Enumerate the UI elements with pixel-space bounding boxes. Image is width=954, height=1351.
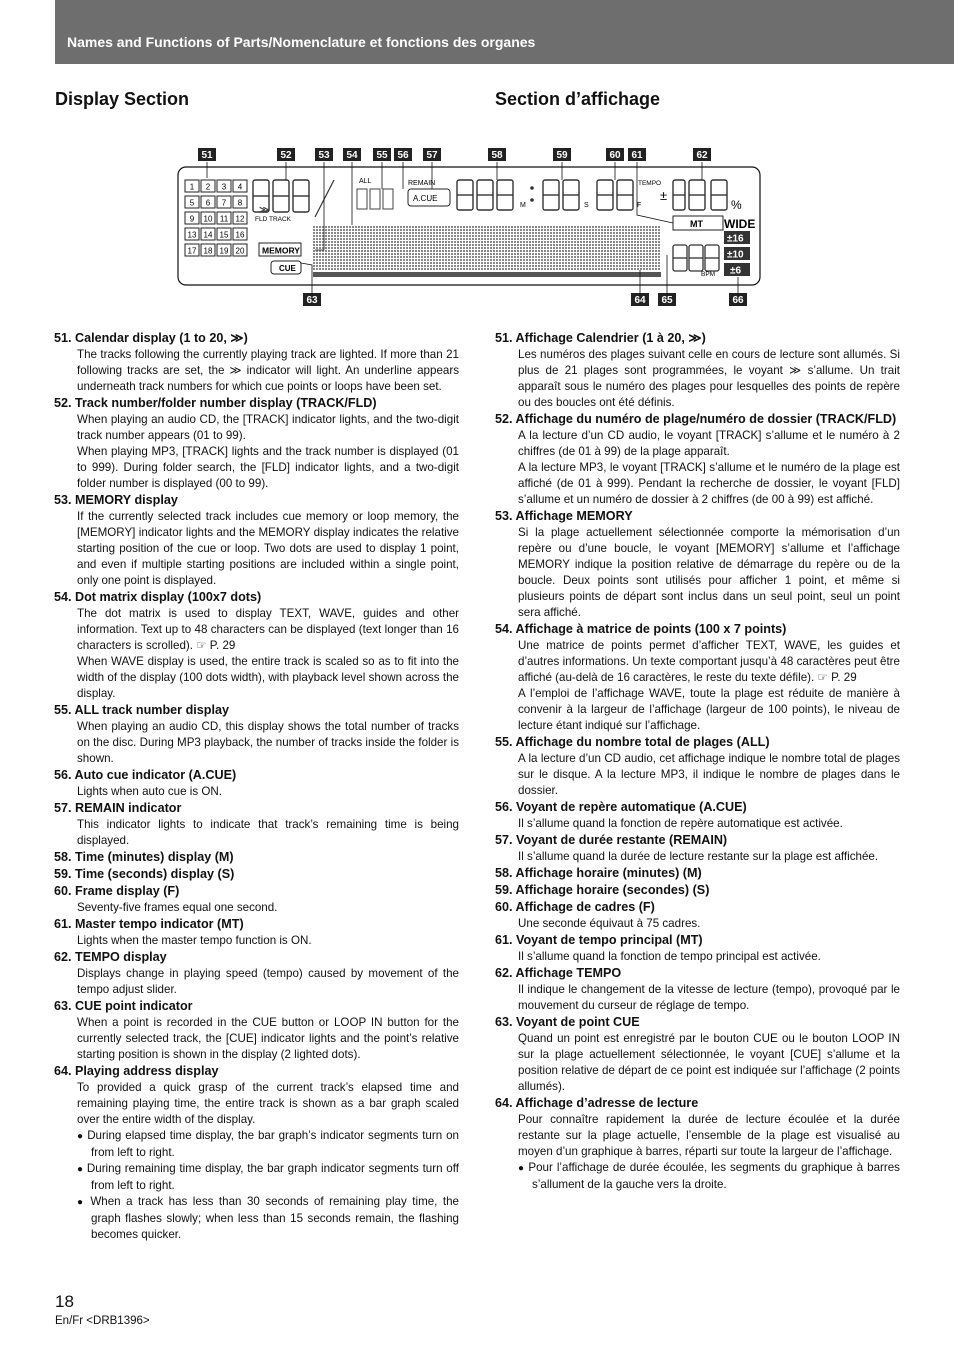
- item-title: 53. Affichage MEMORY: [495, 509, 633, 523]
- item-body: When playing MP3, [TRACK] lights and the track number is displayed (01 to 999). During folder search, the [FLD] indicator lights, and a two-digit folder number is displayed (00 to 99).: [77, 445, 459, 490]
- item-title: 63. CUE point indicator: [54, 999, 193, 1013]
- item-title: 51. Affichage Calendrier (1 à 20, ≫): [495, 331, 706, 345]
- item-body: A la lecture MP3, le voyant [TRACK] s’allume et le numéro de la plage est affiché (de 01 à 999). Pendant la recherche de dossier, le voyant [FLD] s’allume et un numéro de dossier à 2 chiffres (de 00 à 99) est affiché.: [518, 461, 900, 506]
- playing-address-bar: [313, 272, 661, 277]
- callout-number: 66: [732, 295, 744, 306]
- item-title: 53. MEMORY display: [54, 493, 178, 507]
- item-title: 51. Calendar display (1 to 20, ≫): [54, 331, 248, 345]
- description-item: [54, 866, 459, 883]
- mt-label: MT: [690, 219, 703, 229]
- item-body: Lights when auto cue is ON.: [77, 785, 223, 798]
- description-item: [495, 411, 900, 508]
- callout-number: 60: [609, 150, 621, 161]
- calendar-number: 8: [237, 198, 243, 208]
- item-title: 52. Track number/folder number display (TRACK/FLD): [54, 396, 377, 410]
- item-title: 61. Master tempo indicator (MT): [54, 917, 244, 931]
- callout-number: 58: [491, 150, 503, 161]
- description-item: [54, 1063, 459, 1243]
- item-body: The tracks following the currently playing track are lighted. If more than 21 following tracks are set, the ≫ indicator will light. An underline appears underneath track numbers for which cue points or loops have been set.: [77, 348, 459, 393]
- item-title: 62. Affichage TEMPO: [495, 966, 622, 980]
- item-title: 61. Voyant de tempo principal (MT): [495, 933, 703, 947]
- item-bullet: ● When a track has less than 30 seconds of remaining play time, the graph flashes slowly; when less than 15 seconds remain, the flashing becomes quicker.: [54, 1194, 459, 1243]
- item-bullet: ● During remaining time display, the bar graph indicator segments turn off from left to right.: [54, 1161, 459, 1194]
- calendar-number: 12: [235, 214, 245, 224]
- item-body: If the currently selected track includes cue memory or loop memory, the [MEMORY] indicator lights and the MEMORY display indicates the relative starting position of the cue or loop. Two dots are used to display 1 point, and even if multiple starting positions are included within a single point, only one point is displayed.: [77, 510, 459, 587]
- callout-number: 53: [318, 150, 330, 161]
- description-item: [54, 702, 459, 767]
- calendar-number: 17: [187, 246, 197, 256]
- calendar-number: 7: [221, 198, 227, 208]
- description-item: [495, 508, 900, 621]
- calendar-number: 18: [203, 246, 213, 256]
- item-body: Une matrice de points permet d’afficher TEXT, WAVE, les guides et d’autres informations. Un texte comportant jusqu’à 48 caractères peut être affiché (au-delà de 16 caractères, le reste du texte défile). ☞ P. 29: [518, 639, 900, 684]
- arrow-indicator-icon: ≫: [259, 205, 270, 216]
- item-body: A la lecture d’un CD audio, cet affichage indique le nombre total de plages sur le disque. A la lecture MP3, il indique le nombre de plages dans le dossier.: [518, 752, 900, 797]
- description-item: [54, 849, 459, 866]
- callout-number: 56: [397, 150, 409, 161]
- description-item: [495, 932, 900, 965]
- calendar-number: 14: [203, 230, 213, 240]
- calendar-number: 16: [235, 230, 245, 240]
- item-body: The dot matrix is used to display TEXT, WAVE, guides and other information. Text up to 48 characters can be displayed (text longer than 16 characters is scrolled). ☞ P. 29: [77, 607, 459, 652]
- description-item: [54, 998, 459, 1063]
- section-title-en: Display Section: [55, 89, 190, 109]
- calendar-number: 20: [235, 246, 245, 256]
- calendar-number: 4: [237, 182, 243, 192]
- wide-label: WIDE: [724, 217, 756, 231]
- description-item: [54, 916, 459, 949]
- plus-minus-icon: ±: [660, 188, 668, 203]
- callout-number: 55: [376, 150, 388, 161]
- item-title: 55. Affichage du nombre total de plages (ALL): [495, 735, 770, 749]
- document-code: En/Fr <DRB1396>: [55, 1315, 150, 1327]
- item-title: 58. Affichage horaire (minutes) (M): [495, 866, 702, 880]
- item-body: Quand un point est enregistré par le bouton CUE ou le bouton LOOP IN sur la plage actuellement sélectionnée, le voyant [CUE] s’allume et la position relative de départ de ce point est indiquée sur l’affichage (2 points allumés).: [518, 1032, 900, 1093]
- item-title: 57. Voyant de durée restante (REMAIN): [495, 833, 728, 847]
- fld-track-label: FLD TRACK: [255, 216, 291, 223]
- description-item: [495, 799, 900, 832]
- item-title: 54. Dot matrix display (100x7 dots): [54, 590, 262, 604]
- description-item: [495, 882, 900, 899]
- item-title: 60. Affichage de cadres (F): [495, 900, 655, 914]
- calendar-number: 5: [189, 198, 195, 208]
- item-body: To provided a quick grasp of the current track’s elapsed time and remaining playing time, the entire track is shown as a bar graph scaled over the entire width of the display.: [77, 1081, 459, 1126]
- item-title: 62. TEMPO display: [54, 950, 167, 964]
- item-title: 59. Time (seconds) display (S): [54, 867, 235, 881]
- acue-label: A.CUE: [413, 194, 438, 203]
- description-item: [54, 800, 459, 849]
- header-title: Names and Functions of Parts/Nomenclature et fonctions des organes: [67, 34, 536, 50]
- description-item: [495, 965, 900, 1014]
- seconds-label: S: [584, 202, 589, 209]
- range-16-label: ±16: [727, 233, 744, 245]
- calendar-number: 9: [189, 214, 195, 224]
- item-body: Displays change in playing speed (tempo) caused by movement of the tempo adjust slider.: [77, 967, 459, 996]
- description-item: [54, 395, 459, 492]
- description-item: [54, 492, 459, 589]
- page-number: 18: [55, 1292, 74, 1311]
- description-item: [495, 1095, 900, 1193]
- calendar-number: 10: [203, 214, 213, 224]
- item-body: When a point is recorded in the CUE button or LOOP IN button for the currently selected track, the [CUE] indicator lights and the point’s relative starting position is shown in the display (2 lighted dots).: [77, 1016, 459, 1061]
- callout-number: 65: [661, 295, 673, 306]
- item-title: 58. Time (minutes) display (M): [54, 850, 234, 864]
- description-item: [495, 734, 900, 799]
- item-body: When playing an audio CD, the [TRACK] indicator lights, and the two-digit track number appears (01 to 99).: [77, 413, 459, 442]
- calendar-number: 15: [219, 230, 229, 240]
- item-bullet: ● During elapsed time display, the bar graph’s indicator segments turn on from left to right.: [54, 1128, 459, 1161]
- description-item: [495, 832, 900, 865]
- item-body: Pour connaître rapidement la durée de lecture écoulée et la durée restante sur la plage actuelle, l’ensemble de la plage est visualisé au moyen d’un graphique à barres, réparti sur toute la largeur de l’affichage.: [518, 1113, 900, 1158]
- description-item: [495, 1014, 900, 1095]
- page-header: [55, 0, 954, 64]
- remain-label: REMAIN: [408, 180, 436, 187]
- item-body: Les numéros des plages suivant celle en cours de lecture sont allumés. Si plus de 21 plages sont programmées, le voyant ≫ s’allume. Un trait apparaît sous le numéro des plages pour lesquelles des points de repère ou des boucles ont été définis.: [518, 348, 900, 409]
- item-title: 63. Voyant de point CUE: [495, 1015, 640, 1029]
- item-body: Lights when the master tempo function is ON.: [77, 934, 312, 947]
- range-10-label: ±10: [727, 249, 744, 261]
- calendar-number: 3: [221, 182, 227, 192]
- item-title: 54. Affichage à matrice de points (100 x 7 points): [495, 622, 787, 636]
- colon-dot: [530, 186, 534, 190]
- display-diagram: [175, 145, 775, 310]
- calendar-number: 6: [205, 198, 211, 208]
- memory-label: MEMORY: [262, 245, 300, 256]
- tempo-label: TEMPO: [638, 180, 662, 187]
- item-title: 56. Voyant de repère automatique (A.CUE): [495, 800, 747, 814]
- item-body: Seventy-five frames equal one second.: [77, 901, 278, 914]
- item-body: Il indique le changement de la vitesse de lecture (tempo), provoqué par le mouvement du curseur de réglage de tempo.: [518, 983, 900, 1012]
- callout-number: 52: [280, 150, 292, 161]
- callout-number: 54: [346, 150, 358, 161]
- description-item: [495, 899, 900, 932]
- item-bullet: ● Pour l’affichage de durée écoulée, les segments du graphique à barres s’allument de la gauche vers la droite.: [495, 1160, 900, 1193]
- callout-number: 51: [201, 150, 213, 161]
- section-title-fr: Section d’affichage: [495, 89, 661, 109]
- item-title: 55. ALL track number display: [54, 703, 229, 717]
- callout-number: 62: [696, 150, 708, 161]
- item-body: This indicator lights to indicate that track’s remaining time is being displayed.: [77, 818, 459, 847]
- item-body: Une seconde équivaut à 75 cadres.: [518, 917, 701, 930]
- description-item: [54, 330, 459, 395]
- item-body: Il s’allume quand la durée de lecture restante sur la plage est affichée.: [518, 850, 879, 863]
- description-item: [54, 949, 459, 998]
- calendar-number: 2: [205, 182, 211, 192]
- item-body: When playing an audio CD, this display shows the total number of tracks on the disc. During MP3 playback, the number of tracks inside the folder is shown.: [77, 720, 459, 765]
- item-title: 56. Auto cue indicator (A.CUE): [54, 768, 237, 782]
- range-6-label: ±6: [730, 265, 742, 277]
- calendar-number: 19: [219, 246, 229, 256]
- callout-number: 57: [426, 150, 438, 161]
- callout-number: 61: [631, 150, 643, 161]
- item-title: 60. Frame display (F): [54, 884, 180, 898]
- item-body: Si la plage actuellement sélectionnée comporte la mémorisation d’un repère ou d’une boucle, le voyant [MEMORY] s’allume et l’affichage MEMORY indique la position relative de démarrage du repère ou de la boucle. Deux points sont utilisés pour afficher 1 point, et même si plusieurs points de départ sont inclus dans un seul point, seul un point sera affiché.: [518, 526, 900, 619]
- french-column: [495, 330, 900, 1193]
- cue-label: CUE: [279, 264, 296, 273]
- description-item: [54, 589, 459, 702]
- calendar-number: 1: [189, 182, 195, 192]
- callout-number: 63: [306, 295, 318, 306]
- dot-matrix-display: [313, 225, 661, 271]
- description-item: [495, 621, 900, 734]
- item-title: 64. Playing address display: [54, 1064, 219, 1078]
- item-title: 59. Affichage horaire (secondes) (S): [495, 883, 710, 897]
- bpm-label: BPM: [701, 271, 716, 278]
- description-item: [495, 865, 900, 882]
- item-body: A l’emploi de l’affichage WAVE, toute la plage est réduite de manière à convenir à la largeur de l’affichage (largeur de 100 points), le niveau de lecture étant indiqué sur l’affichage.: [518, 687, 900, 732]
- colon-dot: [530, 198, 534, 202]
- item-body: A la lecture d’un CD audio, le voyant [TRACK] s’allume et le numéro à 2 chiffres (de 01 à 99) de la plage apparaît.: [518, 429, 900, 458]
- description-item: [54, 883, 459, 916]
- item-body: Il s’allume quand la fonction de tempo principal est activée.: [518, 950, 821, 963]
- callout-number: 59: [556, 150, 568, 161]
- calendar-number: 13: [187, 230, 197, 240]
- item-body: When WAVE display is used, the entire track is scaled so as to fit into the width of the display (100 dots width), with playback level shown across the display.: [77, 655, 459, 700]
- calendar-number: 11: [219, 214, 229, 224]
- english-column: [54, 330, 459, 1243]
- item-title: 57. REMAIN indicator: [54, 801, 182, 815]
- all-label: ALL: [359, 178, 372, 185]
- minutes-label: M: [520, 202, 526, 209]
- description-item: [54, 767, 459, 800]
- description-item: [495, 330, 900, 411]
- callout-number: 64: [634, 295, 646, 306]
- percent-label: %: [731, 198, 742, 212]
- item-title: 64. Affichage d’adresse de lecture: [495, 1096, 699, 1110]
- item-title: 52. Affichage du numéro de plage/numéro de dossier (TRACK/FLD): [495, 412, 897, 426]
- frames-label: F: [637, 202, 642, 209]
- item-body: Il s’allume quand la fonction de repère automatique est activée.: [518, 817, 843, 830]
